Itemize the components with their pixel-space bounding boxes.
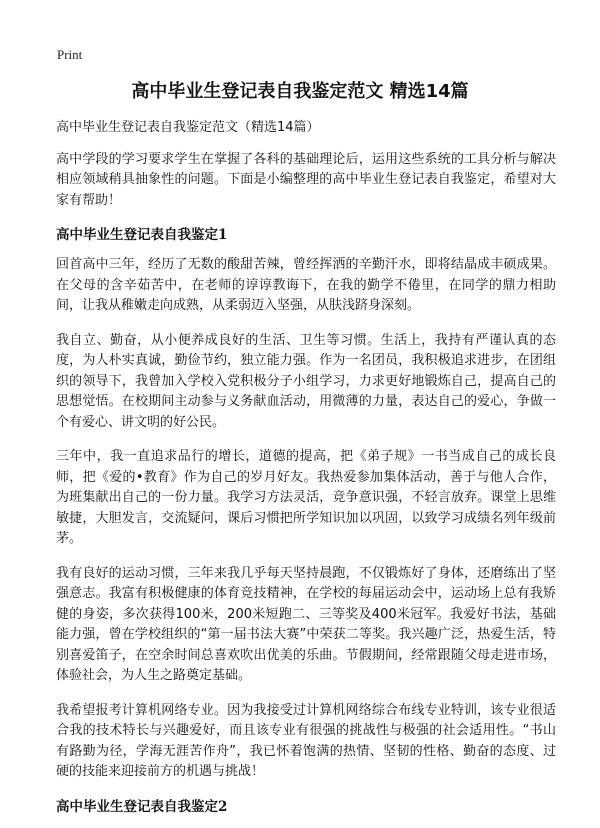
document-subtitle: 高中毕业生登记表自我鉴定范文（精选14篇） [56, 120, 320, 135]
section-heading: 高中毕业生登记表自我鉴定1 [56, 227, 228, 243]
section-paragraph: 我有良好的运动习惯，三年来我几乎每天坚持晨跑，不仅锻炼好了身体，还磨练出了坚强意志。我富有积极健康的体育竞技精神，在学校的每届运动会中，运动场上总有我矫健的身姿，多次获得100米，200米短跑二、三等奖及400米冠军。我爱好书法，基础能力强，曾在学校组织的“第一届书法大赛”中荣获二等奖。我兴趣广泛，热爱生活，特别喜爱笛子，在空余时间总喜欢吹出优美的乐曲。节假期间，经常跟随父母走进市场，体验社会，为人生之路奠定基础。 [56, 565, 556, 683]
print-label: Print [57, 47, 83, 62]
section-paragraph: 回首高中三年，经历了无数的酸甜苦辣，曾经挥洒的辛勤汗水，即将结晶成丰硕成果。在父母的含辛茹苦中，在老师的谆谆教诲下，在我的勤学不倦里，在同学的鼎力相助间，让我从稚嫩走向成熟，从柔弱迈入坚强，从肤浅跻身深刻。 [56, 257, 556, 313]
section-paragraph: 三年中，我一直追求品行的增长，道德的提高，把《弟子规》一书当成自己的成长良师，把《爱的•教育》作为自己的岁月好友。我热爱参加集体活动，善于与他人合作，为班集献出自己的一份力量。我学习方法灵活，竞争意识强，不轻言放弃。课堂上思维敏捷，大胆发言，交流疑问，课后习惯把所学知识加以巩固，以致学习成绩名列年级前茅。 [56, 449, 556, 546]
section-paragraph: 我希望报考计算机网络专业。因为我接受过计算机网络综合布线专业特训，该专业很适合我的技术特长与兴趣爱好，而且该专业有很强的挑战性与极强的社会适用性。“书山有路勤为径，学海无涯苦作舟”，我已怀着饱满的热情、坚韧的性格、勤奋的态度、过硬的技能来迎接前方的机遇与挑战！ [56, 702, 556, 779]
section-paragraph: 我自立、勤奋，从小便养成良好的生活、卫生等习惯。生活上，我持有严谨认真的态度，为人朴实真诚，勤俭节约，独立能力强。作为一名团员，我积极追求进步，在团组织的领导下，我曾加入学校入党积极分子小组学习，力求更好地锻炼自己，提高自己的思想觉悟。在校期间主动参与义务献血活动，用微薄的力量，表达自己的爱心，争做一个有爱心、讲文明的好公民。 [56, 332, 556, 430]
intro-paragraph: 高中学段的学习要求学生在掌握了各科的基础理论后，运用这些系统的工具分析与解决相应领域稍具抽象性的问题。下面是小编整理的高中毕业生登记表自我鉴定，希望对大家有帮助！ [56, 151, 556, 208]
page-title: 高中毕业生登记表自我鉴定范文 精选14篇 [131, 81, 469, 102]
section-heading: 高中毕业生登记表自我鉴定2 [56, 798, 228, 815]
document-body [56, 118, 556, 827]
